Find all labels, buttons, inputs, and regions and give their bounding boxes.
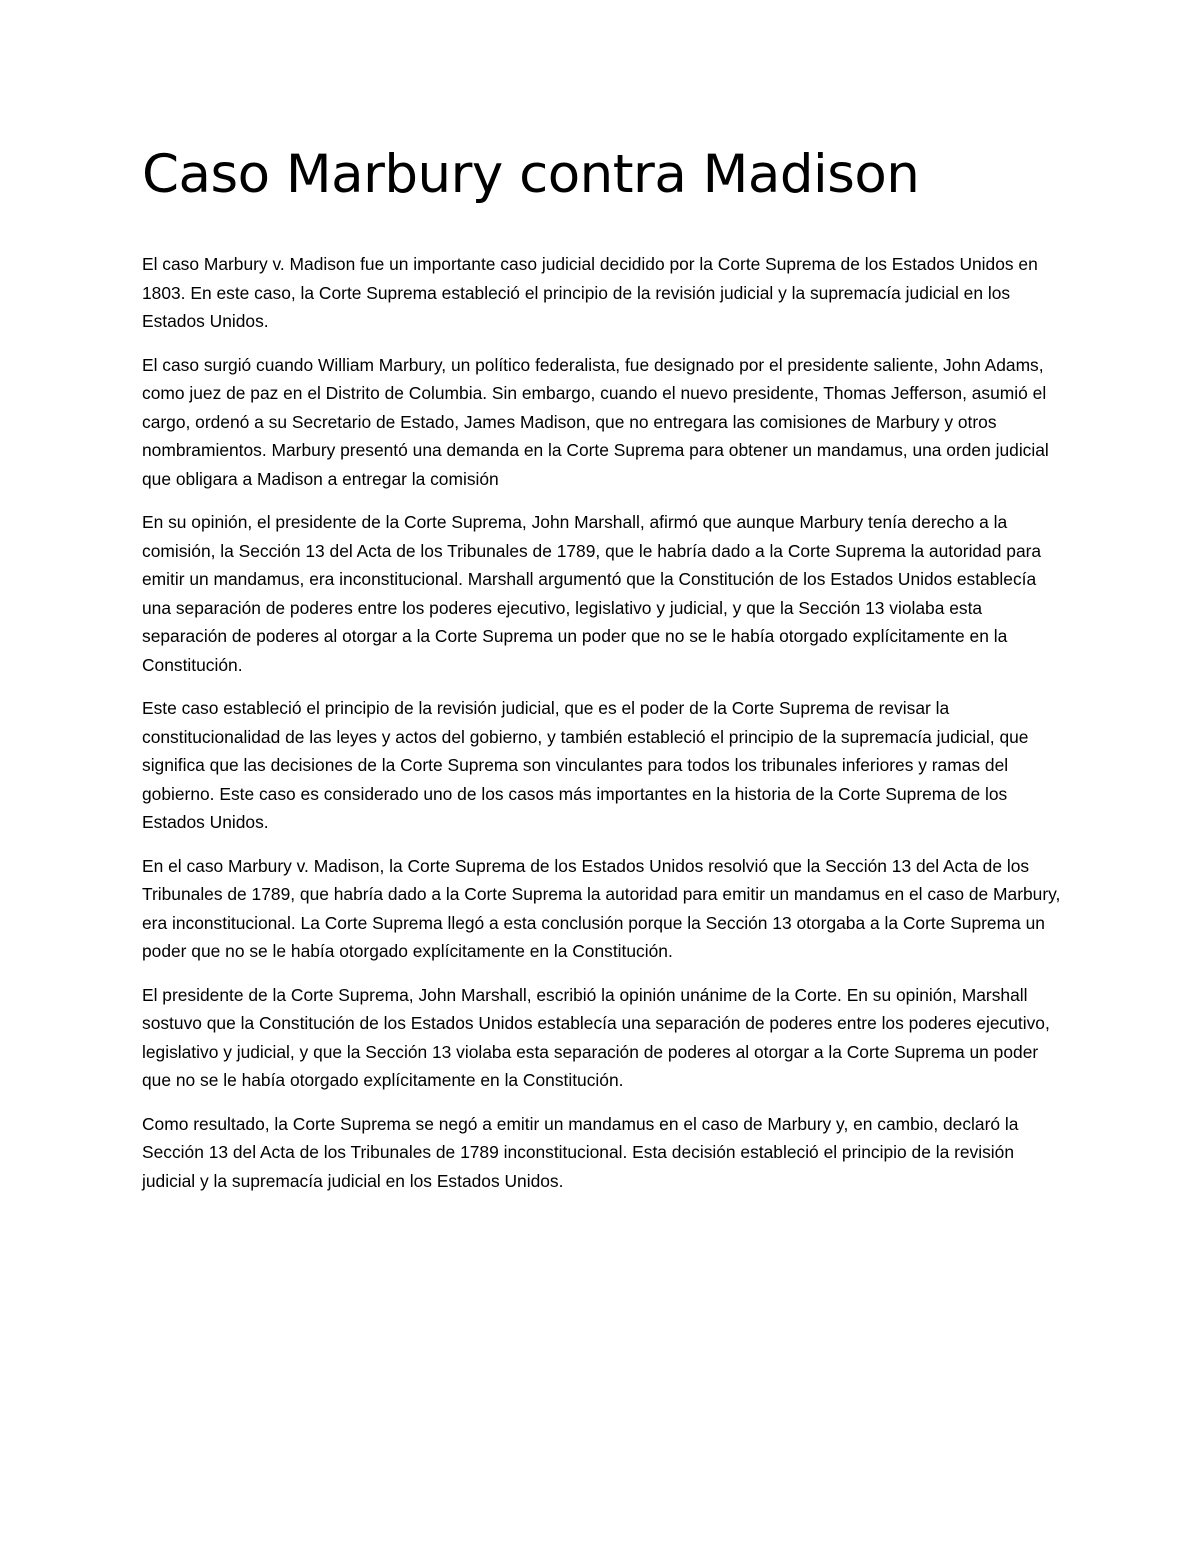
paragraph-7: Como resultado, la Corte Suprema se negó a emitir un mandamus en el caso de Marbury y, en cambio, declaró la Sección 13 del Acta de los Tribunales de 1789 inconstitucional. Esta decisión estableció el principio de la revisión judicial y la supremacía judicial en los Estados Unidos. (142, 1113, 1019, 1191)
paragraph-3: En su opinión, el presidente de la Corte Suprema, John Marshall, afirmó que aunque Marbury tenía derecho a la comisión, la Sección 13 del Acta de los Tribunales de 1789, que le habría dado a la Corte Suprema la autoridad para emitir un mandamus, era inconstitucional. Marshall argumentó que la Constitución de los Estados Unidos establecía una separación de poderes entre los poderes ejecutivo, legislativo y judicial, y que la Sección 13 violaba esta separación de poderes al otorgar a la Corte Suprema un poder que no se le había otorgado explícitamente en la Constitución. (142, 512, 1042, 675)
paragraph-4: Este caso estableció el principio de la revisión judicial, que es el poder de la Corte Suprema de revisar la constitucionalidad de las leyes y actos del gobierno, y también estableció el principio de la supremacía judicial, que significa que las decisiones de la Corte Suprema son vinculantes para todos los tribunales inferiores y ramas del gobierno. Este caso es considerado uno de los casos más importantes en la historia de la Corte Suprema de los Estados Unidos. (142, 698, 1029, 832)
paragraph-1: El caso Marbury v. Madison fue un importante caso judicial decidido por la Corte Suprema de los Estados Unidos en 1803. En este caso, la Corte Suprema estableció el principio de la revisión judicial y la supremacía judicial en los Estados Unidos. (142, 254, 1038, 331)
document-title: Caso Marbury contra Madison (142, 144, 920, 205)
paragraph-2: El caso surgió cuando William Marbury, un político federalista, fue designado por el presidente saliente, John Adams, como juez de paz en el Distrito de Columbia. Sin embargo, cuando el nuevo presidente, Thomas Jefferson, asumió el cargo, ordenó a su Secretario de Estado, James Madison, que no entregara las comisiones de Marbury y otros nombramientos. Marbury presentó una demanda en la Corte Suprema para obtener un mandamus, una orden judicial que obligara a Madison a entregar la comisión (142, 354, 1049, 489)
paragraph-6: El presidente de la Corte Suprema, John Marshall, escribió la opinión unánime de la Corte. En su opinión, Marshall sostuvo que la Constitución de los Estados Unidos establecía una separación de poderes entre los poderes ejecutivo, legislativo y judicial, y que la Sección 13 violaba esta separación de poderes al otorgar a la Corte Suprema un poder que no se le había otorgado explícitamente en la Constitución. (142, 984, 1050, 1090)
document-body (142, 250, 1062, 1210)
paragraph-5: En el caso Marbury v. Madison, la Corte Suprema de los Estados Unidos resolvió que la Sección 13 del Acta de los Tribunales de 1789, que habría dado a la Corte Suprema la autoridad para emitir un mandamus en el caso de Marbury, era inconstitucional. La Corte Suprema llegó a esta conclusión porque la Sección 13 otorgaba a la Corte Suprema un poder que no se le había otorgado explícitamente en la Constitución. (142, 855, 1061, 961)
